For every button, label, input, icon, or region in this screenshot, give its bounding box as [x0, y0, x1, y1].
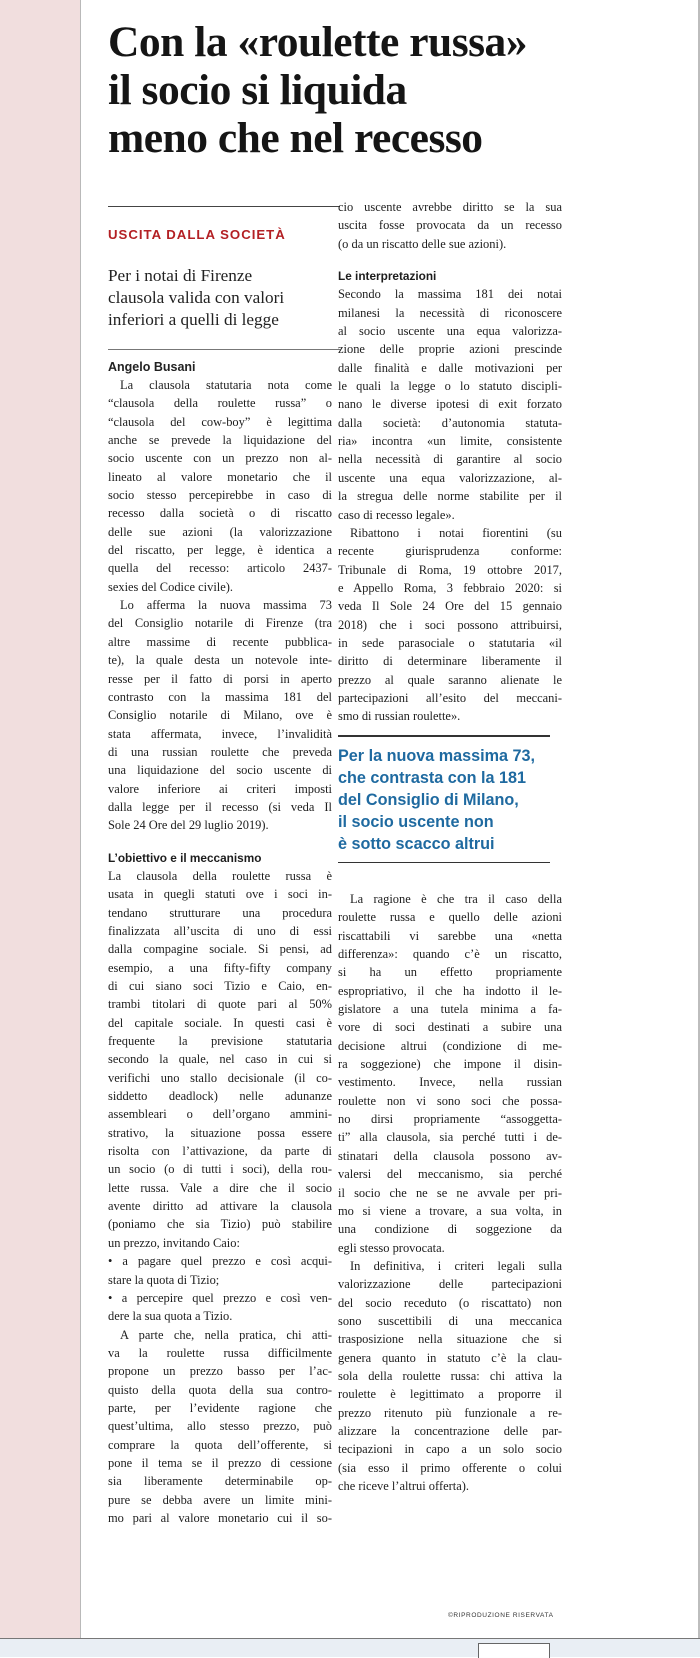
text-line: milanesi la necessità di riconoscere [338, 305, 562, 320]
text-line: finalizzata all’uscita di uno di essi [108, 923, 332, 938]
text-line: nella necessità di garantire al socio [338, 452, 562, 467]
text-line: Sole 24 Ore del 29 luglio 2019). [108, 818, 269, 833]
text-line: al socio uscente una equa valorizza- [338, 324, 562, 339]
byline: Angelo Busani [108, 360, 196, 374]
text-line: A parte che, nella pratica, chi atti- [120, 1327, 332, 1342]
text-line: prezzo ritenuto più funzionale a re- [338, 1405, 562, 1420]
text-line: valorizzazione delle partecipazioni [338, 1277, 562, 1292]
article-column-left [108, 376, 332, 1527]
text-line: altre massime di recente pubblica- [108, 634, 332, 649]
text-line: del socio receduto (o riscattato) non [338, 1295, 562, 1310]
text-line: lineato al valore monetario che il [108, 469, 332, 484]
text-line: • a pagare quel prezzo e così acqui- [108, 1254, 332, 1269]
text-line: smo di russian roulette». [338, 709, 461, 724]
section-subheading: Le interpretazioni [338, 269, 437, 284]
text-line: egli stesso provocata. [338, 1240, 445, 1255]
text-line: ti” alla clausola, sia perché tutti i de- [338, 1130, 562, 1145]
text-line: recesso dalla società o di riscatto [108, 506, 332, 521]
text-line: recente giurisprudenza conforme: [338, 544, 562, 559]
text-line: La ragione è che tra il caso della [350, 892, 562, 906]
pullquote-line: Per la nuova massima 73, [338, 747, 536, 765]
text-line: verifichi uno stallo decisionale (il co- [108, 1070, 332, 1085]
text-line: diritto di determinare liberamente il [338, 654, 562, 669]
text-line: resse per il fatto di porsi in aperto [108, 671, 332, 686]
text-line: usata in quegli statuti ove i soci in- [108, 887, 332, 902]
pullquote-line: del Consiglio di Milano, [338, 791, 519, 809]
text-line: Ribattono i notai fiorentini (su [350, 525, 562, 540]
copyright-notice: ©RIPRODUZIONE RISERVATA [448, 1612, 554, 1619]
text-line: espropriativo, il che ha indotto il le- [338, 983, 562, 998]
paragraph-gap [338, 253, 562, 267]
text-line: di cui siano soci Tizio e Caio, en- [108, 979, 332, 993]
text-line: del riscatto, per legge, è identica a [108, 543, 332, 558]
text-line: La clausola della roulette russa è [108, 868, 332, 883]
text-line: te), la quale desta un notevole inte- [108, 653, 332, 668]
text-line: zione delle proprie azioni prescinde [338, 342, 562, 357]
text-line: quella del recesso: articolo 2437- [108, 561, 332, 576]
text-line: uscita fosse provocata da un recesso [338, 218, 562, 233]
text-line: vestimento. Invece, nella russian [338, 1075, 562, 1090]
text-line: gislatore a una tutela minima a fa- [338, 1002, 562, 1017]
text-line: ria» incontra «un limite, consistente [338, 434, 562, 449]
text-line: tendano strutturare una procedura [108, 905, 332, 920]
paragraph-gap [108, 835, 332, 849]
text-line: prezzo al quale saranno alienate le [338, 672, 562, 687]
byline-rule [108, 349, 340, 350]
article-column-right-top [338, 198, 562, 726]
section-kicker: USCITA DALLA SOCIETÀ [108, 227, 286, 242]
text-line: quisto della quota della sua contro- [108, 1382, 332, 1397]
text-line: uscente una equa valorizzazione, al- [338, 470, 562, 485]
pullquote-line: il socio uscente non [338, 813, 494, 831]
text-line: genera quanto in statuto c’è la clau- [338, 1350, 562, 1365]
text-line: il socio che ne se ne avvale per pri- [338, 1185, 562, 1200]
text-line: in sede parasociale o statutaria «il [338, 635, 562, 650]
text-line: che riceve l’altrui offerta). [338, 1479, 469, 1493]
text-line: anche se prevede la liquidazione del [108, 433, 332, 448]
headline-line: Con la «roulette russa» [108, 18, 528, 66]
text-line: sexies del Codice civile). [108, 579, 234, 594]
text-line: trambi titolari di quote pari al 50% [108, 997, 332, 1012]
text-line: riscattabili vi sarebbe una «netta [338, 928, 562, 943]
text-line: dalla legge per il recesso (si veda Il [108, 799, 332, 814]
headline [108, 18, 688, 162]
text-line: roulette russa e quello delle azioni [338, 910, 562, 925]
text-line: La clausola statutaria nota come [120, 378, 332, 392]
text-line: sola della roulette russa: chi attiva la [338, 1368, 562, 1383]
text-line: caso di recesso legale». [338, 507, 455, 522]
text-line: risolta con l’attivazione, da parte di [108, 1144, 332, 1159]
text-line: del capitale sociale. In questi casi è [108, 1015, 332, 1030]
subheadline [108, 265, 338, 331]
text-line: stare la quota di Tizio; [108, 1272, 220, 1287]
text-line: valore inferiore ai criteri imposti [108, 781, 332, 796]
text-line: vore di soci destinati a subire una [338, 1020, 562, 1035]
article-column-right-bottom [338, 890, 562, 1495]
text-line: contrasto con la massima 181 del [108, 689, 332, 704]
kicker-rule [108, 206, 340, 207]
headline-line: meno che nel recesso [108, 114, 483, 162]
text-line: del Consiglio notarile di Firenze (tra [108, 616, 332, 631]
left-column-rule [80, 0, 81, 1638]
text-line: va la roulette russa difficilmente [108, 1345, 332, 1360]
text-line: valersi del meccanismo, sia perché [338, 1167, 562, 1182]
text-line: socio uscente con un prezzo non al- [108, 451, 332, 466]
text-line: “clausola del cow-boy” è legittima [108, 414, 332, 429]
text-line: Consiglio notarile di Milano, ove è [108, 708, 332, 723]
text-line: frequente la previsione statutaria [108, 1034, 332, 1049]
text-line: esempio, a una fifty-fifty company [108, 960, 332, 975]
text-line: (o da un riscatto delle sue azioni). [338, 236, 507, 251]
text-line: parte, per l’evidente ragione che [108, 1400, 332, 1415]
text-line: roulette è legittimato a proporre il [338, 1387, 562, 1402]
subheadline-line: inferiori a quelli di legge [108, 310, 279, 329]
text-line: dalle finalità e dalle motivazioni per [338, 360, 562, 375]
text-line: • a percepire quel prezzo e così ven- [108, 1290, 332, 1305]
left-margin-band [0, 0, 80, 1638]
text-line: sia liberamente determinabile op- [108, 1474, 332, 1489]
text-line: una liquidazione del socio uscente di [108, 763, 332, 778]
text-line: sono suscettibili di una meccanica [338, 1313, 562, 1328]
text-line: avente diritto ad attivare la clausola [108, 1199, 332, 1214]
text-line: tecipazioni in capo a un solo socio [338, 1442, 562, 1457]
text-line: ra soggezione) che impone il disin- [338, 1057, 562, 1072]
text-line: stata affermata, invece, l’invalidità [108, 726, 332, 741]
pullquote-line: che contrasta con la 181 [338, 769, 527, 787]
text-line: alizzare la concentrazione delle par- [338, 1423, 562, 1438]
section-subheading: L’obiettivo e il meccanismo [108, 850, 262, 865]
text-line: pone il tema se il prezzo di cessione [108, 1455, 332, 1470]
text-line: un prezzo, invitando Caio: [108, 1235, 240, 1250]
text-line: (poniamo che sia Tizio) può stabilire [108, 1217, 332, 1232]
text-line: lette russa. Vale a dire che il socio [108, 1180, 332, 1195]
text-line: Tribunale di Roma, 19 ottobre 2017, [338, 562, 562, 577]
text-line: assembleari o dell’organo ammini- [108, 1107, 332, 1122]
subheadline-line: clausola valida con valori [108, 288, 285, 307]
text-line: Lo afferma la nuova massima 73 [120, 598, 332, 613]
text-line: dalla società: d’autonomia statuta- [338, 415, 562, 430]
text-line: “clausola della roulette russa” o [108, 396, 332, 411]
text-line: no dirsi propriamente “assoggetta- [338, 1112, 562, 1127]
bottom-strip [0, 1638, 700, 1657]
pullquote-rule-top [338, 735, 550, 737]
pullquote-rule-bottom [338, 862, 550, 863]
text-line: differenza»: quando c’è un riscatto, [338, 947, 562, 962]
text-line: mo pari al valore monetario cui il so- [108, 1510, 332, 1525]
text-line: siddetto deadlock) nelle adunanze [108, 1089, 332, 1104]
text-line: pure se debba avere un limite mini- [108, 1492, 332, 1507]
text-line: la stregua delle norme stabilite per il [338, 489, 562, 504]
text-line: un socio (o di tutti i soci), della rou- [108, 1162, 332, 1177]
text-line: comprare la quota dell’offerente, si [108, 1437, 332, 1452]
text-line: propone un prezzo basso per l’ac- [108, 1364, 332, 1379]
headline-line: il socio si liquida [108, 66, 407, 114]
text-line: secondo la quale, nel caso in cui si [108, 1052, 332, 1067]
text-line: mo si viene a trovare, a sua volta, in [338, 1203, 562, 1218]
text-line: decisione altrui (condizione di me- [338, 1038, 562, 1053]
text-line: delle sue azioni (la valorizzazione [108, 524, 332, 539]
text-line: e Appello Roma, 3 febbraio 2020: si [338, 580, 562, 595]
text-line: si ha un effetto propriamente [338, 965, 562, 980]
text-line: 2018) che i soci possono attribuirsi, [338, 617, 562, 632]
text-line: stinatari della clausola possono av- [338, 1148, 562, 1163]
text-line: una condizione di soggezione da [338, 1222, 562, 1237]
text-line: dere la sua quota a Tizio. [108, 1309, 233, 1324]
text-line: cio uscente avrebbe diritto se la sua [338, 200, 562, 214]
text-line: socio stesso percepirebbe in caso di [108, 488, 332, 503]
text-line: quest’ultima, allo stesso prezzo, può [108, 1419, 332, 1434]
text-line: partecipazioni all’esito del meccani- [338, 690, 562, 705]
text-line: trasposizione nella situazione che si [338, 1332, 562, 1347]
text-line: In definitiva, i criteri legali sulla [350, 1258, 562, 1273]
text-line: Secondo la massima 181 dei notai [338, 287, 562, 302]
text-line: (sia esso il primo offerente o colui [338, 1460, 562, 1475]
text-line: dalla compagine sociale. Si pensi, ad [108, 942, 332, 957]
text-line: di una russian roulette che preveda [108, 744, 332, 759]
pullquote [338, 745, 568, 855]
subheadline-line: Per i notai di Firenze [108, 266, 253, 285]
text-line: roulette non vi sono soci che possa- [338, 1093, 562, 1108]
text-line: nano le diverse ipotesi di exit forzato [338, 397, 562, 412]
text-line: le quali la legge o lo statuto discipli- [338, 379, 562, 394]
pullquote-line: è sotto scacco altrui [338, 835, 495, 853]
text-line: strativo, la situazione possa essere [108, 1125, 332, 1140]
text-line: veda Il Sole 24 Ore del 15 gennaio [338, 599, 562, 614]
